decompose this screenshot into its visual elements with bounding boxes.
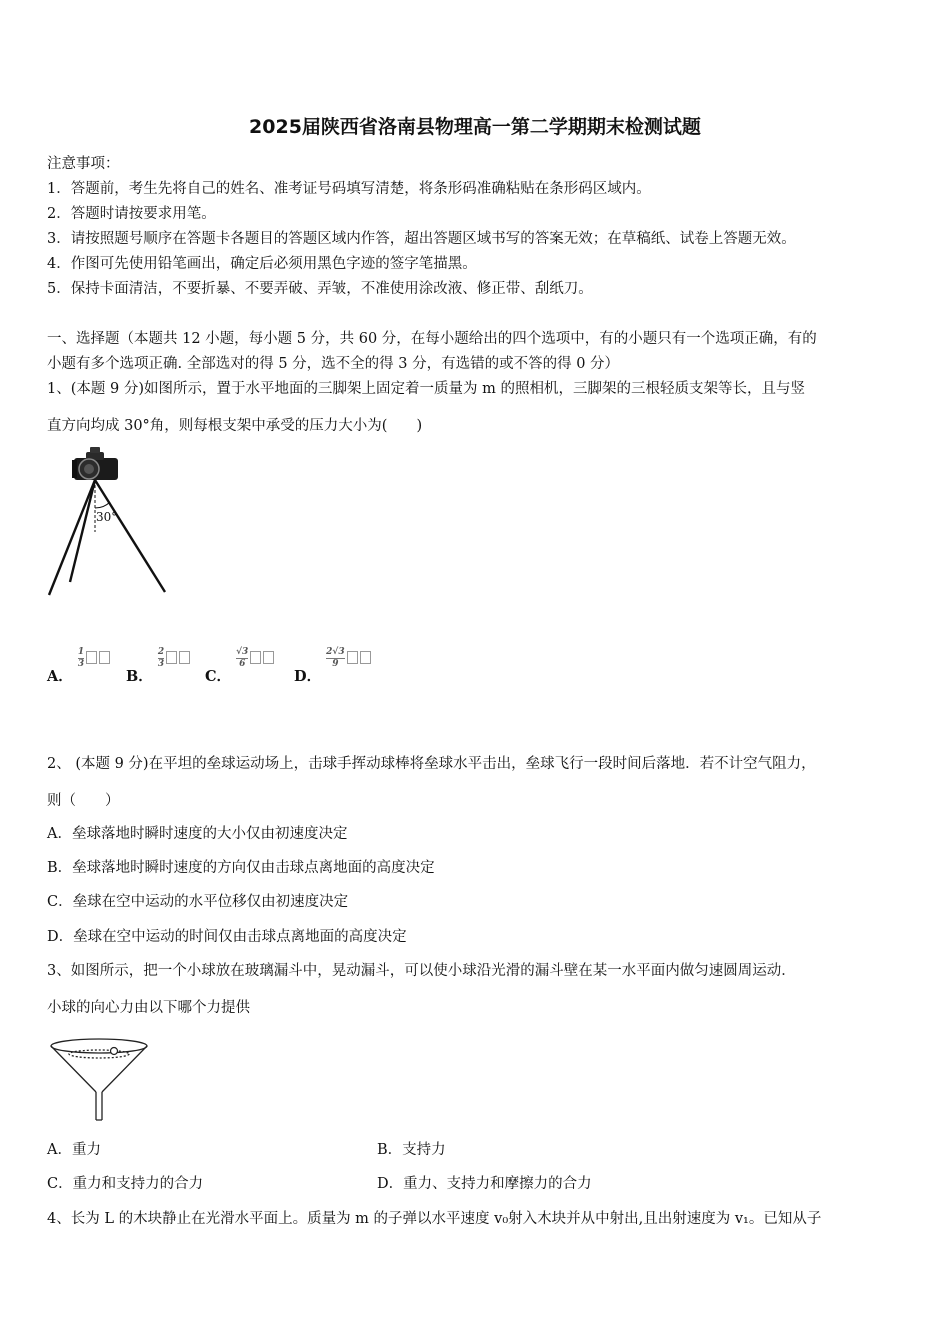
q2-option-a: A．垒球落地时瞬时速度的大小仅由初速度决定 <box>47 826 348 842</box>
option-letter: D． <box>294 668 322 685</box>
q4-stem-line1: 4、长为 L 的木块静止在光滑水平面上。质量为 m 的子弹以水平速度 v₀射入木块并从中射出,且出射速度为 v₁。已知从子 <box>47 1211 822 1227</box>
tripod-camera-figure <box>44 444 174 604</box>
numerator: 1 <box>77 647 85 657</box>
q3-option-c: C．重力和支持力的合力 <box>47 1176 204 1192</box>
option-letter: C． <box>205 668 232 685</box>
q2-option-c: C．垒球在空中运动的水平位移仅由初速度决定 <box>47 894 349 910</box>
numerator: √3 <box>236 647 249 657</box>
q1-stem-line1: 1、(本题 9 分)如图所示，置于水平地面的三脚架上固定着一质量为 m 的照相机，三脚架的三根轻质支架等长，且与竖 <box>47 381 805 397</box>
option-letter: B． <box>126 668 153 685</box>
notice-item: 2．答题时请按要求用笔。 <box>47 206 216 222</box>
q3-stem-line2: 小球的向心力由以下哪个力提供 <box>47 1000 250 1016</box>
numerator: 2 <box>157 647 165 657</box>
numerator: 2√3 <box>326 647 345 657</box>
option-fraction <box>158 647 164 670</box>
denominator: 3 <box>77 659 85 669</box>
q1-option-b <box>126 647 190 686</box>
section-instructions-line2: 小题有多个选项正确. 全部选对的得 5 分，选不全的得 3 分，有选错的或不答的得 0 分） <box>47 356 620 372</box>
q1-stem-line2: 直方向均成 30°角，则每根支架中承受的压力大小为( ) <box>47 418 423 434</box>
q3-option-b: B．支持力 <box>377 1142 446 1158</box>
ball-icon <box>111 1048 118 1055</box>
denominator: 6 <box>239 659 246 669</box>
notice-item: 3．请按照题号顺序在答题卡各题目的答题区域内作答，超出答题区域书写的答案无效；在草稿纸、试卷上答题无效。 <box>47 231 796 247</box>
notice-item: 5．保持卡面清洁，不要折暴、不要弄破、弄皱，不准使用涂改液、修正带、刮纸刀。 <box>47 281 593 297</box>
option-fraction <box>326 647 344 670</box>
funnel-icon <box>51 1039 147 1120</box>
notice-item: 4．作图可先使用铅笔画出，确定后必须用黑色字迹的签字笔描黑。 <box>47 256 477 272</box>
notice-item: 1．答题前，考生先将自己的姓名、准考证号码填写清楚，将条形码准确粘贴在条形码区域内。 <box>47 181 651 197</box>
option-fraction <box>78 647 84 670</box>
tripod-legs <box>49 480 165 595</box>
denominator: 3 <box>157 659 165 669</box>
denominator: 9 <box>332 659 339 669</box>
option-letter: A． <box>47 668 73 685</box>
q1-option-d <box>294 647 371 686</box>
funnel-figure <box>44 1028 156 1126</box>
camera-icon <box>72 447 118 480</box>
q2-stem-line1: 2、 (本题 9 分)在平坦的垒球运动场上，击球手挥动球棒将垒球水平击出，垒球飞行一段时间后落地．若不计空气阻力， <box>47 756 816 772</box>
option-fraction <box>236 647 248 670</box>
page-title: 2025届陕西省洛南县物理高一第二学期期末检测试题 <box>249 116 701 138</box>
q3-option-d: D．重力、支持力和摩擦力的合力 <box>377 1176 592 1192</box>
q2-option-d: D．垒球在空中运动的时间仅由击球点离地面的高度决定 <box>47 929 407 945</box>
q3-option-a: A．重力 <box>47 1142 101 1158</box>
q1-option-c <box>205 647 274 686</box>
q3-stem-line1: 3、如图所示，把一个小球放在玻璃漏斗中，晃动漏斗，可以使小球沿光滑的漏斗壁在某一水平面内做匀速圆周运动． <box>47 963 796 979</box>
notice-heading: 注意事项： <box>47 156 120 172</box>
angle-label: 30° <box>96 510 118 524</box>
q2-stem-line2: 则（ ） <box>47 793 120 809</box>
section-instructions-line1: 一、选择题（本题共 12 小题，每小题 5 分，共 60 分，在每小题给出的四个选项中，有的小题只有一个选项正确，有的 <box>47 331 817 347</box>
q2-option-b: B．垒球落地时瞬时速度的方向仅由击球点离地面的高度决定 <box>47 860 435 876</box>
q1-option-a <box>47 647 110 686</box>
